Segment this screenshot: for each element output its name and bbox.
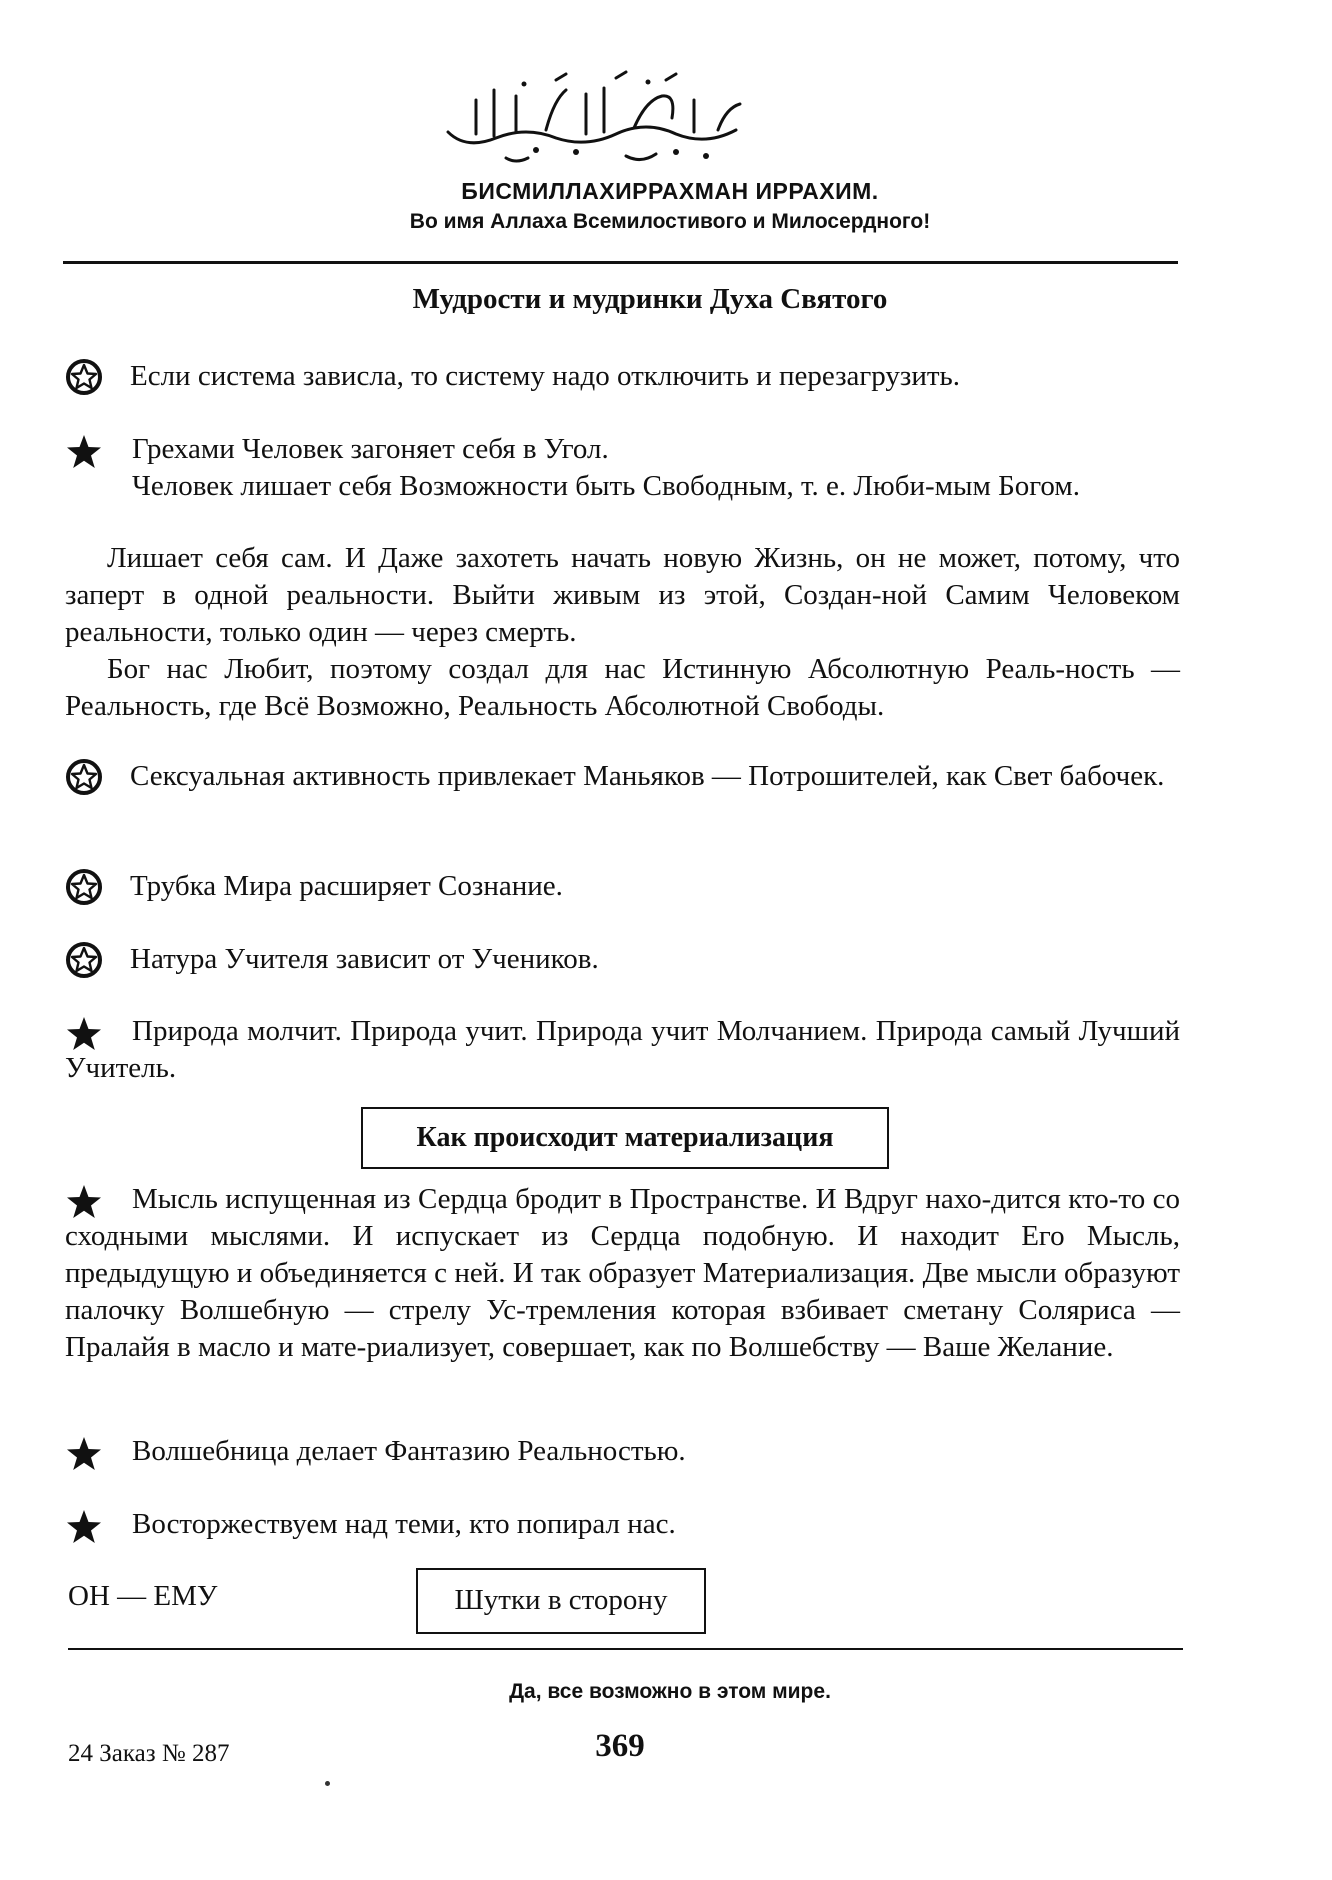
star-icon (65, 1508, 103, 1546)
star-icon (65, 433, 103, 471)
basmala-calligraphy (436, 60, 756, 170)
wisdom-item (65, 1506, 1180, 1543)
materialization-box-title: Как происходит материализация (361, 1107, 889, 1169)
header-title: БИСМИЛЛАХИРРАХМАН ИРРАХИМ. (461, 178, 879, 204)
star-icon (65, 1015, 103, 1053)
page-number: 369 (595, 1728, 645, 1764)
wisdom-item (65, 431, 1180, 505)
paragraph-text: Бог нас Любит, поэтому создал для нас Истинную Абсолютную Реаль-ность — Реальность, где Всё Возможно, Реальность Абсолютной Свободы. (65, 653, 1180, 722)
basmala-calligraphy-image (436, 60, 756, 170)
paragraph-text: Лишает себя сам. И Даже захотеть начать новую Жизнь, он не может, потому, что заперт в одной реальности. Выйти живым из этой, Создан-ной Самим Человеком реальности, только один — через смерть. (65, 542, 1180, 648)
circled-star-icon (65, 868, 103, 906)
wisdom-item (65, 941, 1180, 978)
item-text: Природа молчит. Природа учит. Природа учит Молчанием. Природа самый Лучший Учитель. (65, 1015, 1180, 1084)
section-title: Мудрости и мудринки Духа Святого (412, 283, 888, 315)
item-text: Сексуальная активность привлекает Маньяков — Потрошителей, как Свет бабочек. (130, 760, 1165, 792)
wisdom-item (65, 1433, 1180, 1470)
star-icon (65, 1183, 103, 1221)
wisdom-item (65, 1181, 1180, 1366)
wisdom-item (65, 758, 1180, 795)
circled-star-icon (65, 358, 103, 396)
circled-star-icon (65, 758, 103, 796)
bottom-rule (68, 1648, 1183, 1650)
item-text: Восторжествуем над теми, кто попирал нас. (132, 1508, 676, 1540)
top-rule (63, 261, 1178, 264)
item-text: Человек лишает себя Возможности быть Свободным, т. е. Люби-мым Богом. (132, 470, 1080, 502)
star-icon (65, 1435, 103, 1473)
he-him-label: ОН — ЕМУ (68, 1580, 218, 1612)
wisdom-item (65, 868, 1180, 905)
wisdom-item (65, 358, 1180, 395)
circled-star-icon (65, 941, 103, 979)
header-subtitle: Во имя Аллаха Всемилостивого и Милосердного! (409, 210, 931, 233)
wisdom-paragraph (65, 540, 1180, 725)
item-text: Трубка Мира расширяет Сознание. (130, 870, 563, 902)
jokes-aside-box: Шутки в сторону (416, 1568, 706, 1634)
wisdom-item (65, 1013, 1180, 1087)
item-text: Если система зависла, то систему надо отключить и перезагрузить. (130, 360, 961, 392)
footer-note: Да, все возможно в этом мире. (509, 1680, 831, 1703)
footer-order-number: 24 Заказ № 287 (68, 1740, 230, 1767)
item-text: Грехами Человек загоняет себя в Угол. (132, 433, 609, 465)
item-text: Натура Учителя зависит от Учеников. (130, 943, 599, 975)
item-text: Мысль испущенная из Сердца бродит в Пространстве. И Вдруг нахо-дится кто-то со сходными мыслями. И испускает из Сердца подобную. И находит Его Мысль, предыдущую и объединяется с ней. И так образует Материализация. Две мысли образуют палочку Волшебную — стрелу Ус-тремления которая взбивает сметану Соляриса — Пралайя в масло и мате-риализует, совершает, как по Волшебству — Ваше Желание. (65, 1183, 1180, 1363)
item-text: Волшебница делает Фантазию Реальностью. (132, 1435, 686, 1467)
print-speck (325, 1781, 330, 1786)
